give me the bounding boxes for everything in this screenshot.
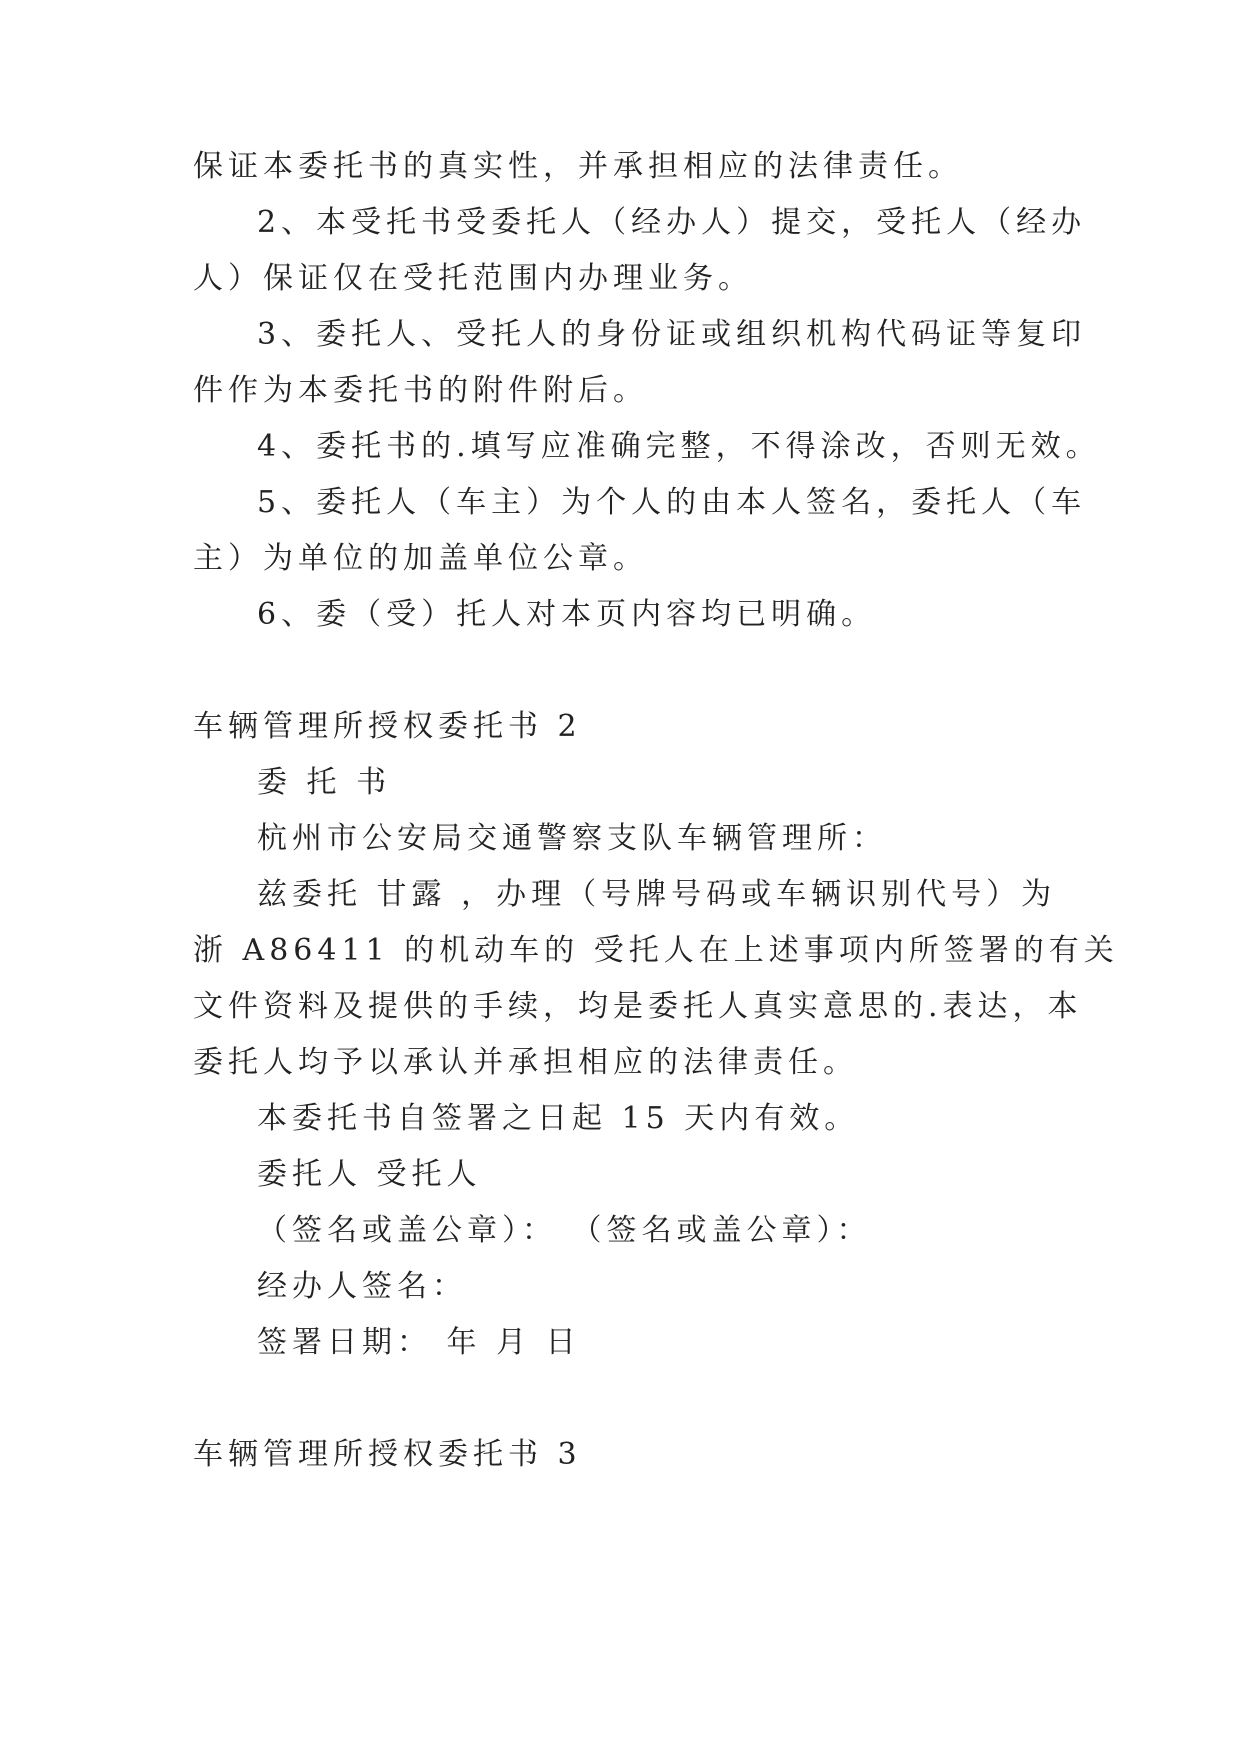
paragraph-line: 主）为单位的加盖单位公章。 — [193, 541, 648, 576]
addressee: 杭州市公安局交通警察支队车辆管理所： — [257, 821, 887, 856]
body-line: 兹委托 甘露 ，办理（号牌号码或车辆识别代号）为 — [257, 877, 1057, 912]
signing-date-label: 签署日期： 年 月 日 — [257, 1325, 581, 1360]
paragraph-line: 4、委托书的.填写应准确完整，不得涂改，否则无效。 — [257, 429, 1101, 464]
parties-line: 委托人 受托人 — [257, 1157, 482, 1192]
sign-labels: （签名或盖公章）： （签名或盖公章）： — [257, 1213, 872, 1248]
paragraph-line: 6、委（受）托人对本页内容均已明确。 — [257, 597, 877, 632]
body-line: 文件资料及提供的手续，均是委托人真实意思的.表达，本 — [193, 989, 1083, 1024]
body-line: 委托人均予以承认并承担相应的法律责任。 — [193, 1045, 858, 1080]
paragraph-line: 人）保证仅在受托范围内办理业务。 — [193, 261, 753, 296]
paragraph-line: 5、委托人（车主）为个人的由本人签名，委托人（车 — [257, 485, 1087, 520]
validity-statement: 本委托书自签署之日起 15 天内有效。 — [257, 1101, 860, 1136]
paragraph-line: 2、本受托书受委托人（经办人）提交，受托人（经办 — [257, 205, 1087, 240]
letter-title: 委 托 书 — [257, 765, 392, 800]
body-line: 浙 A86411 的机动车的 受托人在上述事项内所签署的有关 — [193, 933, 1119, 968]
paragraph-line: 保证本委托书的真实性，并承担相应的法律责任。 — [193, 149, 963, 184]
paragraph-line: 3、委托人、受托人的身份证或组织机构代码证等复印 — [257, 317, 1087, 352]
agent-signature-label: 经办人签名： — [257, 1269, 467, 1304]
section-heading-3: 车辆管理所授权委托书 3 — [193, 1437, 582, 1472]
section-heading-2: 车辆管理所授权委托书 2 — [193, 709, 582, 744]
paragraph-line: 件作为本委托书的附件附后。 — [193, 373, 648, 408]
